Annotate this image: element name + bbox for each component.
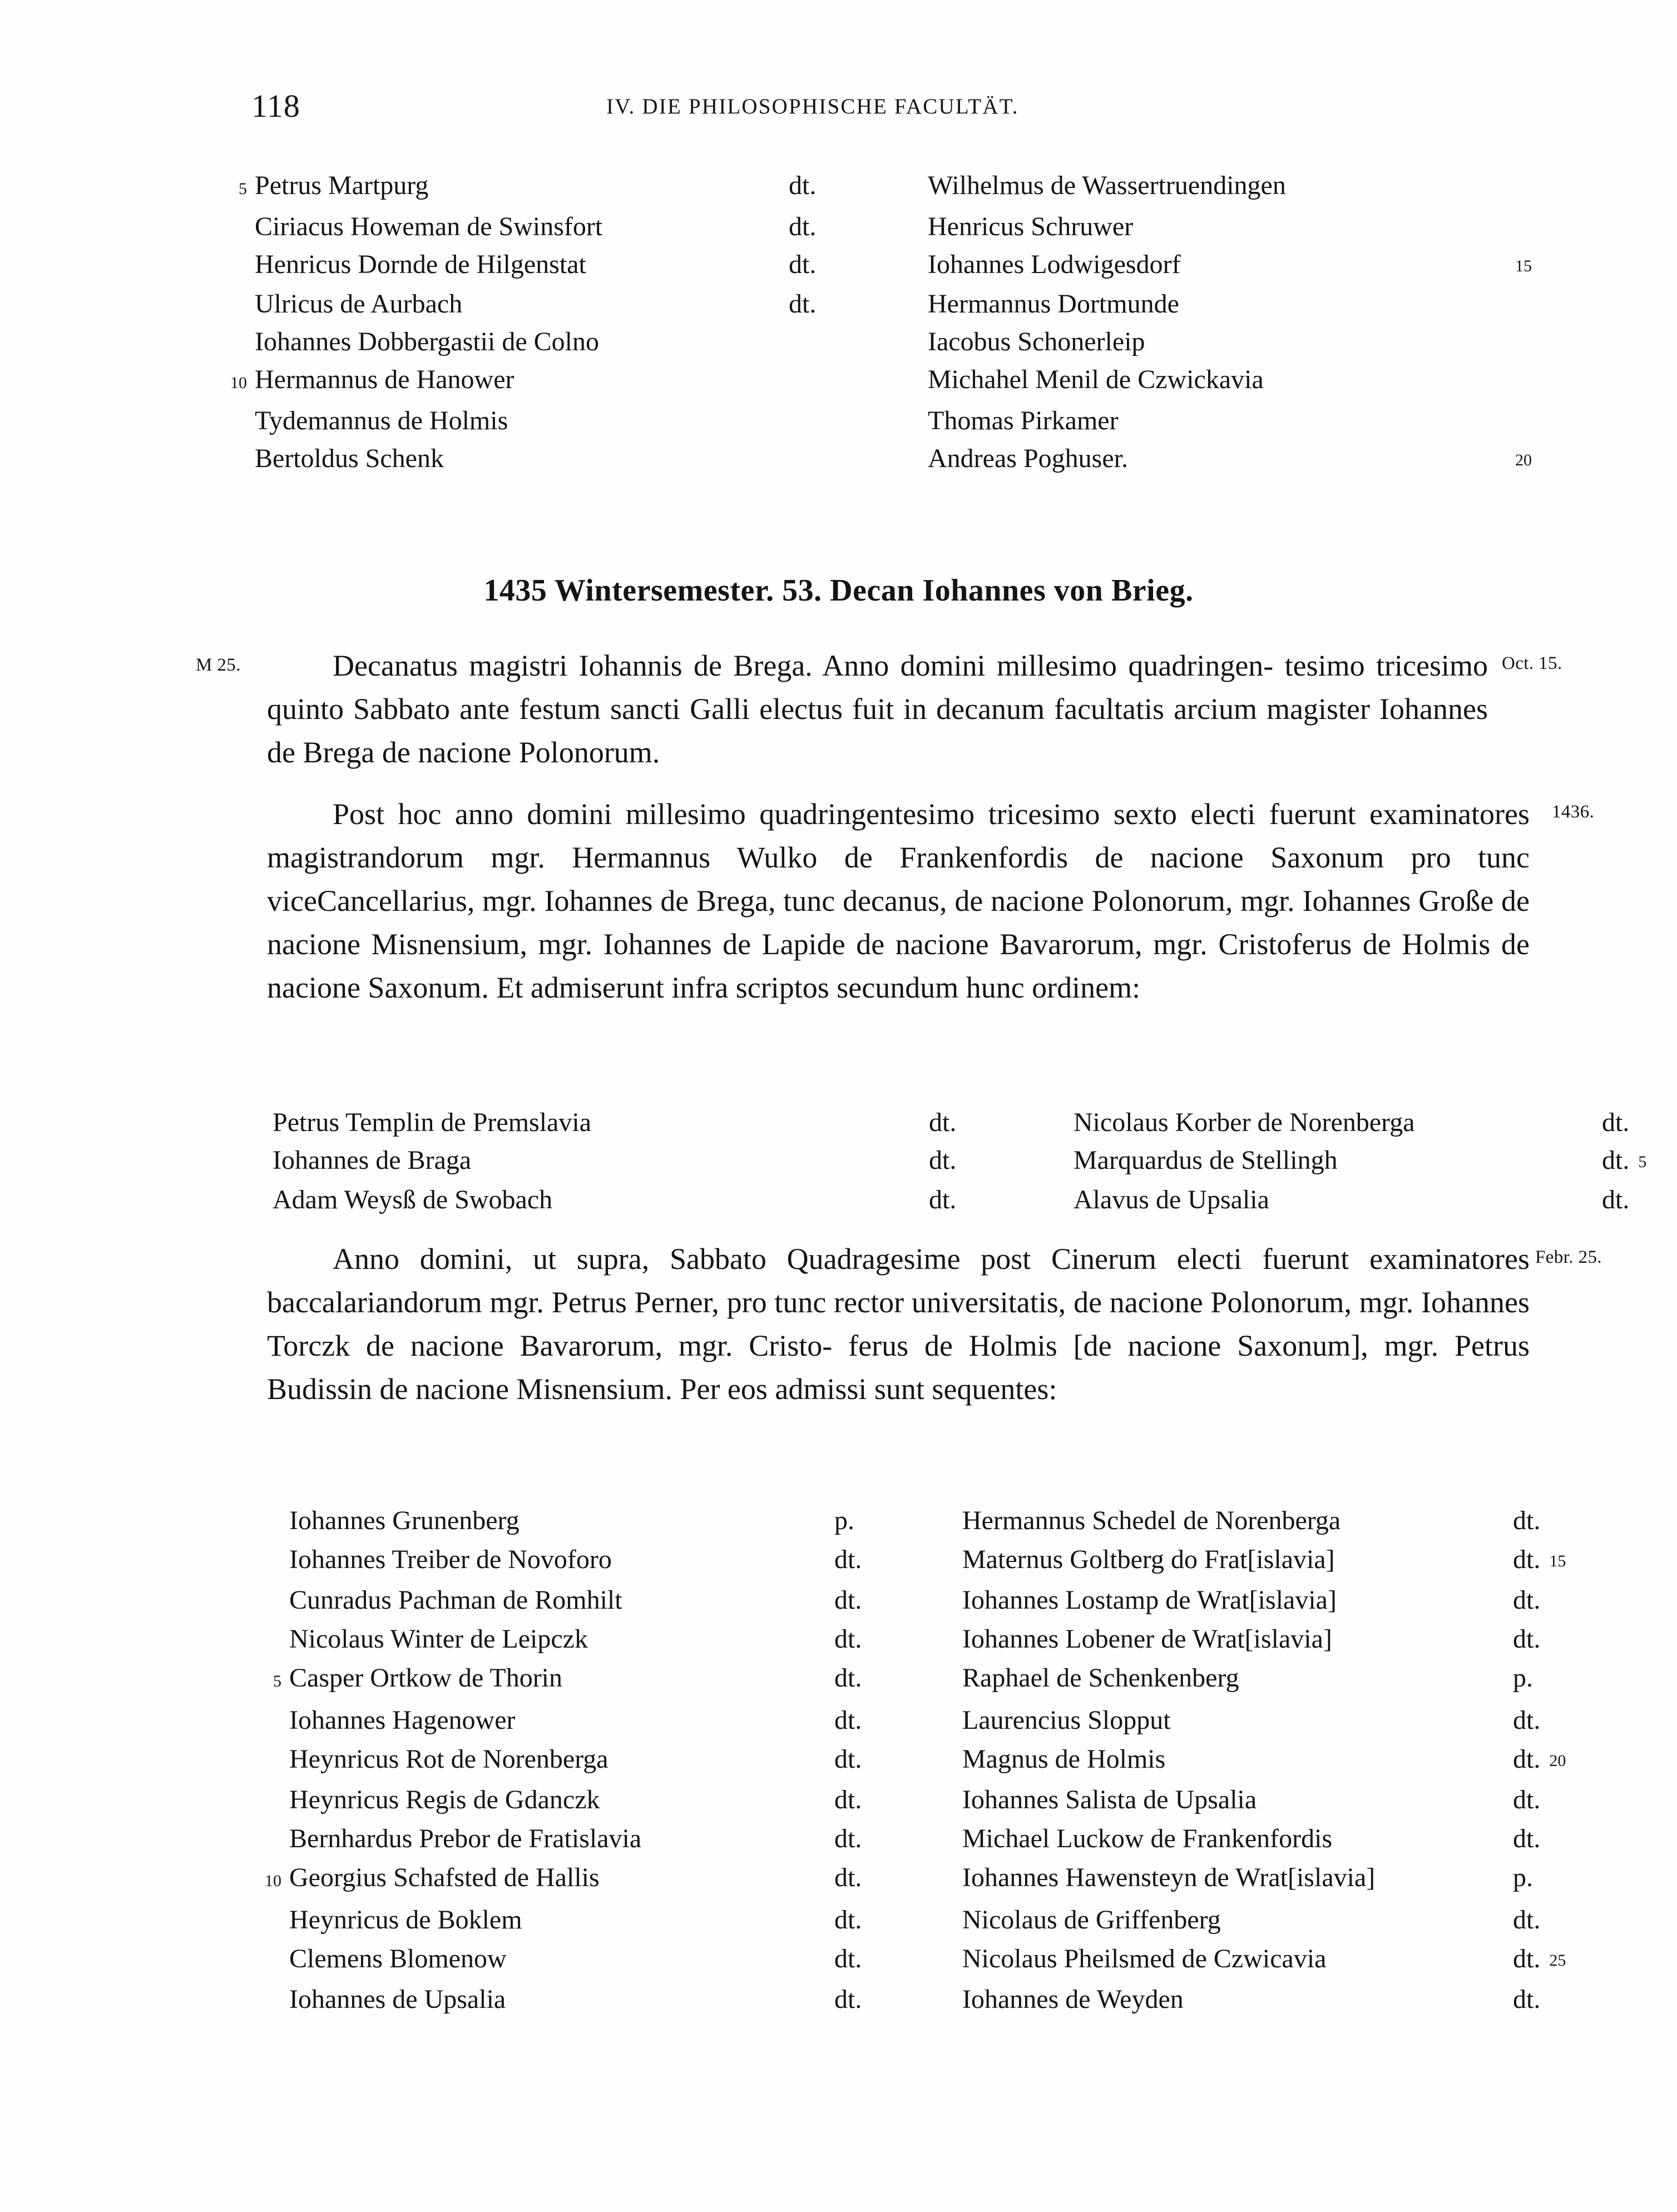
- list-item-status-right-mark: dt.: [1513, 1905, 1541, 1935]
- list-item-status-right-mark: dt.: [1513, 1624, 1541, 1654]
- list-item-name-left: Petrus Templin de Premslavia: [273, 1108, 591, 1137]
- list-item-name-left: Henricus Dornde de Hilgenstat: [255, 250, 586, 279]
- paragraph-examinatores-magistrandorum: [267, 792, 1530, 1009]
- list-item-status-left: dt.: [789, 250, 817, 279]
- list-item-status-left: dt.: [834, 1585, 862, 1615]
- list-item-name-left: Iohannes Dobbergastii de Colno: [255, 327, 600, 356]
- list-item-name-right: Iohannes Salista de Upsalia: [962, 1785, 1257, 1814]
- name-list-bottom: [256, 1501, 1607, 2019]
- list-item-status-right-mark: dt.: [1513, 1944, 1541, 1973]
- list-item-name-left: Heynricus Regis de Gdanczk: [289, 1785, 600, 1814]
- list-item-name-left: Ciriacus Howeman de Swinsfort: [255, 212, 603, 241]
- list-item-name-left: Iohannes Treiber de Novoforo: [289, 1545, 612, 1574]
- list-item-name-right: Andreas Poghuser.: [928, 444, 1128, 473]
- list-item-status-left: dt.: [834, 1824, 862, 1853]
- list-item-status-right-mark: p.: [1513, 1663, 1533, 1693]
- list-item-name-left: Hermannus de Hanower: [255, 365, 515, 394]
- list-item-name-right: Magnus de Holmis: [962, 1744, 1166, 1774]
- list-item-name-right: Raphael de Schenkenberg: [962, 1663, 1239, 1693]
- margin-note-matrikel: M 25.: [196, 655, 241, 675]
- list-item-status-right-mark: dt.: [1513, 1744, 1541, 1774]
- list-item-status-left: dt.: [834, 1624, 862, 1654]
- list-line-number-left: 10: [265, 1872, 281, 1890]
- list-item-name-left: Heynricus de Boklem: [289, 1905, 522, 1935]
- list-item-status-right-mark: dt.: [1513, 1545, 1541, 1574]
- list-item-status-right: [1602, 1181, 1677, 1219]
- list-item-name-right: Iohannes Lostamp de Wrat[islavia]: [962, 1585, 1337, 1615]
- list-item-status-right: [1513, 1980, 1607, 2019]
- list-item-status-left: dt.: [834, 1705, 862, 1735]
- list-item-name-left: Iohannes Hagenower: [289, 1705, 516, 1735]
- list-item-name-right: Laurencius Slopput: [962, 1705, 1171, 1735]
- list-item-name-right: Nicolaus Korber de Norenberga: [1074, 1108, 1415, 1137]
- page-number: 118: [251, 88, 300, 124]
- list-item-status-left: dt.: [929, 1185, 957, 1214]
- list-item-name-left: Adam Weysß de Swobach: [273, 1185, 553, 1214]
- list-item-status-left: dt.: [789, 171, 817, 200]
- list-item-name-left: Bertoldus Schenk: [255, 444, 444, 473]
- list-item-status-left: dt.: [834, 1985, 862, 2014]
- paragraph-decanatus-text: Decanatus magistri Iohannis de Brega. Anno domini millesimo quadringen- tesimo tricesimo quinto Sabbato ante festum sancti Galli electus fuit in decanum facultatis arcium magister Iohannes de Brega de nacione Polonorum.: [267, 649, 1488, 769]
- paragraph-examinatores-magistrandorum-text: Post hoc anno domini millesimo quadringentesimo tricesimo sexto electi fuerunt examinatores magistrandorum mgr. Hermannus Wulko de Frankenfordis de nacione Saxonum pro tunc viceCancellarius, mgr. Iohannes de Brega, tunc decanus, de nacione Polonorum, mgr. Iohannes Große de nacione Misnensium, mgr. Iohannes de Lapide de nacione Bavarorum, mgr. Cristoferus de Holmis de nacione Saxonum. Et admiserunt infra scriptos secundum hunc ordinem:: [267, 797, 1530, 1004]
- margin-note-date-oct: Oct. 15.: [1502, 653, 1562, 673]
- list-item-name-left: Iohannes de Braga: [273, 1145, 472, 1175]
- paragraph-examinatores-baccalariandorum-text: Anno domini, ut supra, Sabbato Quadragesime post Cinerum electi fuerunt examinatores baccalariandorum mgr. Petrus Perner, pro tunc rector universitatis, de nacione Polonorum, mgr. Iohannes Torczk de nacione Bavarorum, mgr. Cristo- ferus de Holmis [de nacione Saxonum], mgr. Petrus Budissin de nacione Misnensium. Per eos admissi sunt sequentes:: [267, 1242, 1530, 1406]
- list-item-status-right: [1513, 1659, 1607, 1698]
- list-item-status-right: [1602, 1142, 1677, 1181]
- list-item-status-left: dt.: [929, 1145, 957, 1175]
- list-item-status-left: dt.: [789, 289, 817, 319]
- list-item-status-right: [1513, 1901, 1607, 1940]
- list-item-status-right-mark: dt.: [1513, 1585, 1541, 1615]
- list-item-status-left: dt.: [834, 1545, 862, 1574]
- list-item-name-right: Henricus Schruwer: [928, 212, 1134, 241]
- list-item-status-left: p.: [834, 1506, 854, 1535]
- list-item-name-left: Georgius Schafsted de Hallis: [289, 1863, 600, 1892]
- list-line-number-right: 15: [1515, 257, 1532, 275]
- list-item-name-right: Hermannus Dortmunde: [928, 289, 1179, 319]
- margin-note-date-febr: Febr. 25.: [1535, 1247, 1602, 1267]
- list-item-status-right-mark: dt.: [1513, 1824, 1541, 1853]
- list-line-number-right: 25: [1549, 1951, 1566, 1970]
- list-line-number-left: 5: [273, 1672, 281, 1690]
- list-item-status-right: [1513, 1620, 1607, 1659]
- list-item-status-left: dt.: [929, 1108, 957, 1137]
- list-item-status-right-mark: dt.: [1602, 1145, 1630, 1175]
- list-item-name-left: Casper Ortkow de Thorin: [289, 1663, 563, 1693]
- list-item-status-right-mark: dt.: [1513, 1785, 1541, 1814]
- name-list-middle: [273, 1104, 1677, 1219]
- list-item-name-right: Marquardus de Stellingh: [1074, 1145, 1338, 1175]
- list-item-status-right-mark: dt.: [1513, 1985, 1541, 2014]
- list-item-name-left: Cunradus Pachman de Romhilt: [289, 1585, 622, 1615]
- list-item-status-left: dt.: [789, 212, 817, 241]
- list-item-status-right: [1513, 1701, 1607, 1740]
- list-item-status-right: [1602, 1104, 1677, 1142]
- name-list-top: [217, 167, 1573, 479]
- list-item-status-right: [1506, 246, 1573, 285]
- list-item-status-right-mark: dt.: [1513, 1705, 1541, 1735]
- list-item-name-right: Iacobus Schonerleip: [928, 327, 1145, 356]
- list-item-status-right-mark: dt.: [1602, 1185, 1630, 1214]
- list-item-status-right: [1513, 1540, 1607, 1581]
- list-item-name-right: Michael Luckow de Frankenfordis: [962, 1824, 1333, 1853]
- list-item-name-right: Nicolaus Pheilsmed de Czwicavia: [962, 1944, 1327, 1973]
- list-line-number-right: 15: [1549, 1552, 1566, 1570]
- list-item-name-left: Nicolaus Winter de Leipczk: [289, 1624, 588, 1654]
- list-item-status-right: [1513, 1740, 1607, 1780]
- list-item-status-left: dt.: [834, 1905, 862, 1935]
- paragraph-decanatus: [267, 644, 1488, 774]
- margin-note-year-1436: 1436.: [1552, 802, 1595, 822]
- list-item-status-right-mark: p.: [1513, 1863, 1533, 1892]
- list-item-name-left: Clemens Blomenow: [289, 1944, 507, 1973]
- list-item-name-right: Hermannus Schedel de Norenberga: [962, 1506, 1341, 1535]
- list-item-name-left: Iohannes Grunenberg: [289, 1506, 520, 1535]
- list-item-status-left: dt.: [834, 1785, 862, 1814]
- list-item-status-left: dt.: [834, 1863, 862, 1892]
- list-line-number-left: 10: [230, 374, 247, 392]
- list-item-name-right: Iohannes Hawensteyn de Wrat[islavia]: [962, 1863, 1376, 1892]
- list-item-status-right-mark: dt.: [1513, 1506, 1541, 1535]
- list-line-number-right: 5: [1638, 1153, 1647, 1171]
- list-item-status-right: [1506, 440, 1573, 479]
- list-line-number-left: 5: [239, 180, 247, 198]
- list-item-name-left: Bernhardus Prebor de Fratislavia: [289, 1824, 642, 1853]
- list-item-name-right: Nicolaus de Griffenberg: [962, 1905, 1221, 1935]
- list-item-status-right: [1513, 1858, 1607, 1897]
- list-item-name-left: Ulricus de Aurbach: [255, 289, 463, 319]
- running-head: [0, 86, 1677, 125]
- paragraph-examinatores-baccalariandorum: [267, 1237, 1530, 1411]
- list-item-status-right: [1513, 1501, 1607, 1540]
- list-item-name-left: Tydemannus de Holmis: [255, 406, 508, 435]
- list-item-status-right: [1513, 1581, 1607, 1620]
- list-item-name-right: Thomas Pirkamer: [928, 406, 1119, 435]
- list-item-name-right: Maternus Goltberg do Frat[islavia]: [962, 1545, 1335, 1574]
- list-item-name-right: Alavus de Upsalia: [1074, 1185, 1269, 1214]
- list-item-name-right: Iohannes Lobener de Wrat[islavia]: [962, 1624, 1332, 1654]
- list-item-name-right: Iohannes Lodwigesdorf: [928, 250, 1181, 279]
- list-item-name-right: Michahel Menil de Czwickavia: [928, 365, 1264, 394]
- list-item-name-right: Wilhelmus de Wassertruendingen: [928, 171, 1286, 200]
- list-item-status-left: dt.: [834, 1744, 862, 1774]
- list-item-status-left: dt.: [834, 1944, 862, 1973]
- list-item-name-right: Iohannes de Weyden: [962, 1985, 1184, 2014]
- list-item-name-left: Heynricus Rot de Norenberga: [289, 1744, 609, 1774]
- list-line-number-right: 20: [1549, 1752, 1566, 1770]
- section-heading: 1435 Wintersemester. 53. Decan Iohannes von Brieg.: [483, 573, 1194, 608]
- list-item-status-right: [1513, 1819, 1607, 1858]
- list-item-status-right: [1513, 1940, 1607, 1980]
- list-item-status-right: [1513, 1780, 1607, 1819]
- list-item-status-left: dt.: [834, 1663, 862, 1693]
- list-item-status-right-mark: dt.: [1602, 1108, 1630, 1137]
- list-item-name-left: Petrus Martpurg: [255, 171, 429, 200]
- list-line-number-right: 20: [1515, 451, 1532, 469]
- list-item-name-left: Iohannes de Upsalia: [289, 1985, 506, 2014]
- running-head-title: IV. DIE PHILOSOPHISCHE FACULTÄT.: [606, 95, 1019, 118]
